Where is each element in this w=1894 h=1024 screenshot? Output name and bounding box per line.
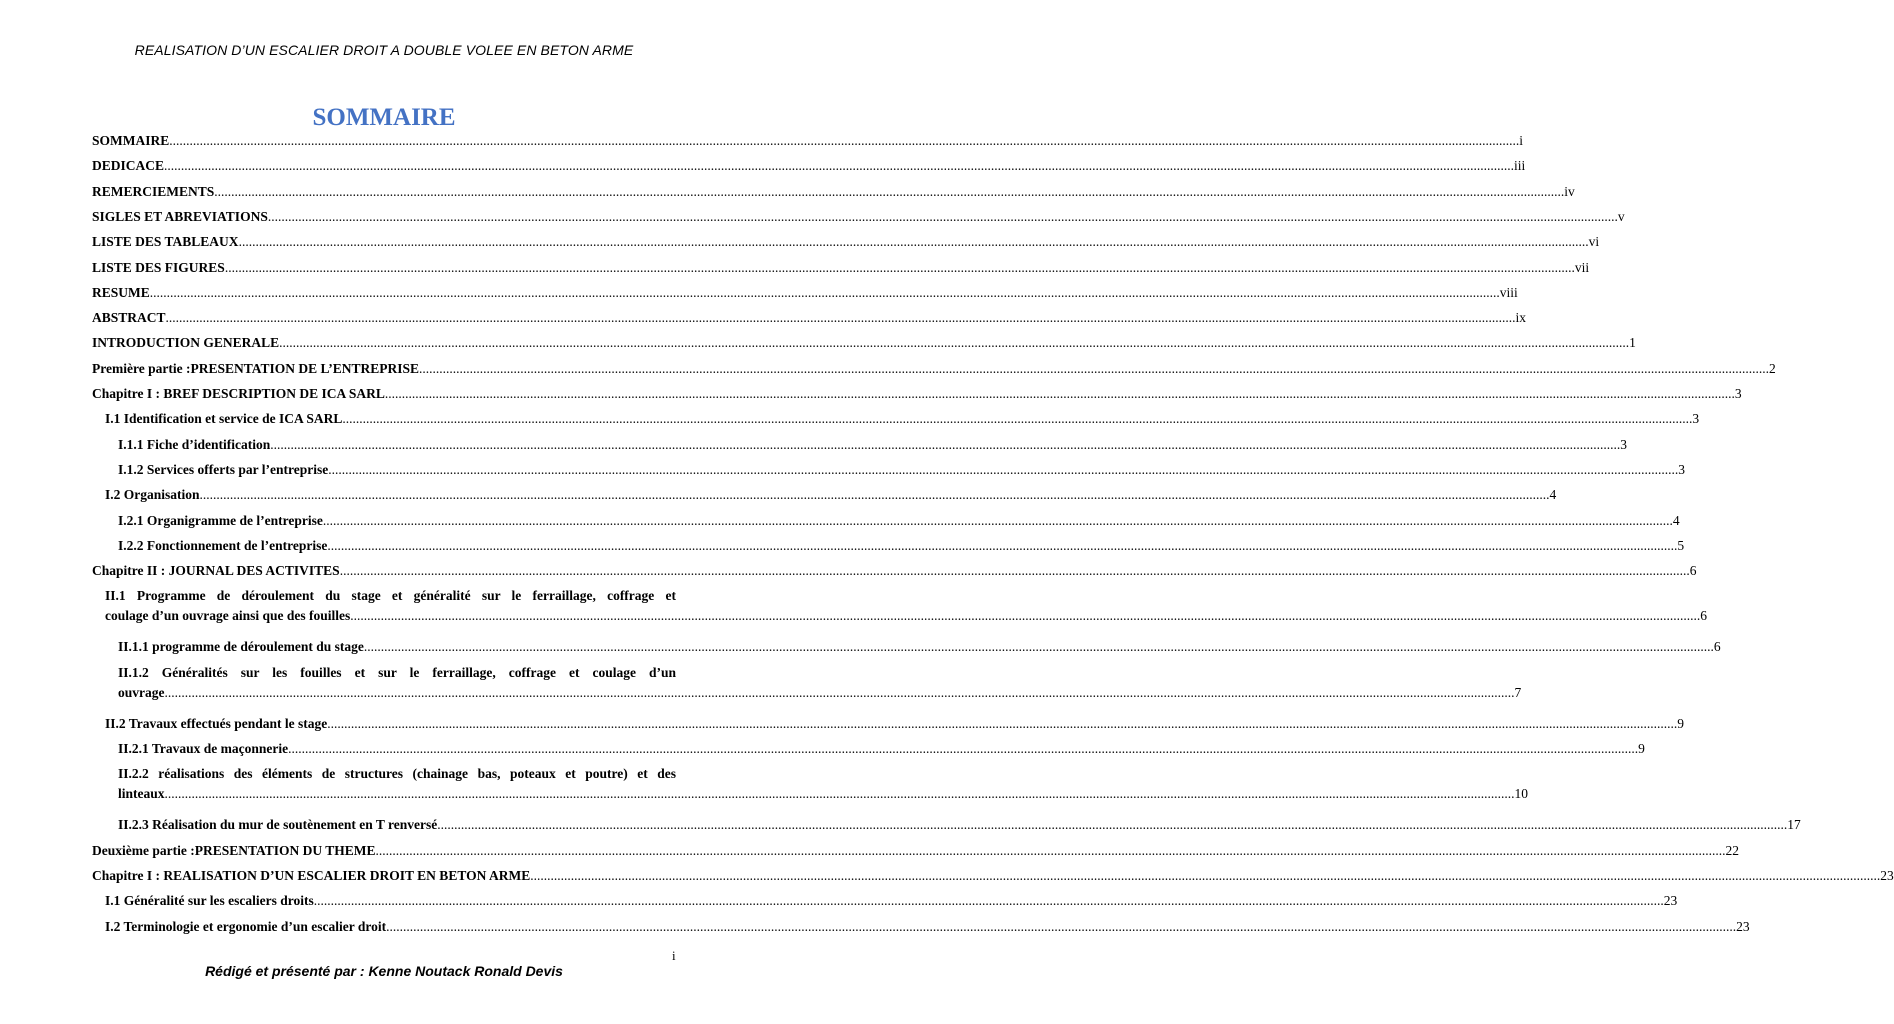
toc-entry-title: II.1.1 programme de déroulement du stage xyxy=(118,639,364,655)
dot-leader: ................................................................................................................................................................................................................................................................................................................................................................................................................ xyxy=(199,487,1550,503)
toc-entry-title: II.2.1 Travaux de maçonnerie xyxy=(118,741,289,756)
dot-leader: ................................................................................................................................................................................................................................................................................................................................................................................................................ xyxy=(437,817,1788,833)
toc-entry-page: 6 xyxy=(1700,608,1708,624)
dot-leader: ................................................................................................................................................................................................................................................................................................................................................................................................................ xyxy=(322,512,1673,528)
toc-entry[interactable] xyxy=(92,182,1575,202)
toc-entry[interactable] xyxy=(105,586,1708,626)
toc-entry[interactable] xyxy=(118,637,1721,657)
toc-entry[interactable] xyxy=(118,460,1685,480)
toc-entry-page: 22 xyxy=(1725,842,1739,858)
toc-entry-title: Première partie :PRESENTATION DE L’ENTREPRISE xyxy=(92,360,420,376)
toc-entry[interactable] xyxy=(92,866,1894,886)
toc-entry-page: 6 xyxy=(1689,563,1697,579)
toc-entry-page: 3 xyxy=(1678,461,1685,477)
dot-leader: ................................................................................................................................................................................................................................................................................................................................................................................................................ xyxy=(238,234,1589,250)
toc-entry-page: 3 xyxy=(1734,386,1742,401)
toc-entry-page: 23 xyxy=(1736,918,1750,934)
toc-entry-title: II.2.3 Réalisation du mur de soutènement en T renversé xyxy=(118,817,438,833)
toc-entry-page: iv xyxy=(1564,183,1575,199)
toc-entry-title: ABSTRACT xyxy=(92,310,166,326)
toc-entry[interactable] xyxy=(92,384,1742,404)
toc-entry-page: 5 xyxy=(1677,537,1685,553)
toc-entry[interactable] xyxy=(92,207,1625,227)
toc-entry-title-line1: II.1.2 Généralités sur les fouilles et sur le ferraillage, coffrage et coulage d’un xyxy=(118,664,676,680)
toc-entry-title-line2: linteaux xyxy=(118,786,165,802)
dot-leader: ................................................................................................................................................................................................................................................................................................................................................................................................................ xyxy=(279,335,1630,351)
toc-entry-title: SOMMAIRE xyxy=(92,133,170,148)
dot-leader: ................................................................................................................................................................................................................................................................................................................................................................................................................ xyxy=(149,284,1500,300)
page-number: i xyxy=(672,948,676,963)
dot-leader: ................................................................................................................................................................................................................................................................................................................................................................................................................ xyxy=(288,741,1639,756)
dot-leader: ................................................................................................................................................................................................................................................................................................................................................................................................................ xyxy=(169,133,1520,148)
toc-entry-page: 3 xyxy=(1692,411,1700,427)
toc-entry-title: I.2.1 Organigramme de l’entreprise xyxy=(118,512,323,528)
toc-entry-page: 2 xyxy=(1769,360,1776,376)
toc-entry-page: iii xyxy=(1514,158,1526,174)
toc-entry-title: I.2 Terminologie et ergonomie d’un escalier droit xyxy=(105,918,387,934)
toc-entry[interactable] xyxy=(118,739,1645,759)
dot-leader: ................................................................................................................................................................................................................................................................................................................................................................................................................ xyxy=(419,360,1770,376)
dot-leader: ................................................................................................................................................................................................................................................................................................................................................................................................................ xyxy=(164,786,1515,802)
toc-entry-title-line2: coulage d’un ouvrage ainsi que des fouilles xyxy=(105,608,351,624)
toc-entry[interactable] xyxy=(92,359,1776,379)
dot-leader: ................................................................................................................................................................................................................................................................................................................................................................................................................ xyxy=(214,183,1565,199)
toc-entry-page: 1 xyxy=(1629,335,1636,351)
dot-leader: ................................................................................................................................................................................................................................................................................................................................................................................................................ xyxy=(384,386,1735,401)
toc-entry-page: 9 xyxy=(1677,715,1684,731)
toc-entry[interactable] xyxy=(118,511,1680,531)
toc-entry-page: 6 xyxy=(1713,639,1721,655)
dot-leader: ................................................................................................................................................................................................................................................................................................................................................................................................................ xyxy=(342,411,1693,427)
toc-entry-title: Deuxième partie :PRESENTATION DU THEME xyxy=(92,842,376,858)
dot-leader: ................................................................................................................................................................................................................................................................................................................................................................................................................ xyxy=(530,867,1881,883)
toc-entry-page: v xyxy=(1617,208,1625,224)
toc-entry[interactable] xyxy=(92,283,1518,303)
dot-leader: ................................................................................................................................................................................................................................................................................................................................................................................................................ xyxy=(165,310,1516,326)
toc-entry-page: viii xyxy=(1499,284,1518,300)
toc-entry-title: I.1.1 Fiche d’identification xyxy=(118,436,271,452)
toc-entry-title: I.2 Organisation xyxy=(105,487,200,503)
toc-entry-title: SIGLES ET ABREVIATIONS xyxy=(92,208,268,224)
toc-entry-title: LISTE DES TABLEAUX xyxy=(92,234,239,250)
toc-entry[interactable] xyxy=(92,258,1590,278)
page-title: SOMMAIRE xyxy=(312,104,456,131)
running-header: REALISATION D’UN ESCALIER DROIT A DOUBLE VOLEE EN BETON ARME xyxy=(134,42,634,58)
toc-entry[interactable] xyxy=(92,333,1636,353)
toc-entry-title: DEDICACE xyxy=(92,158,165,174)
toc-entry-title: INTRODUCTION GENERALE xyxy=(92,335,280,351)
toc-entry-page: 23 xyxy=(1880,867,1894,883)
toc-entry-title: Chapitre I : REALISATION D’UN ESCALIER DROIT EN BETON ARME xyxy=(92,867,531,883)
toc-entry-title: Chapitre I : BREF DESCRIPTION DE ICA SARL xyxy=(92,386,385,401)
toc-entry[interactable] xyxy=(118,663,1522,703)
dot-leader: ................................................................................................................................................................................................................................................................................................................................................................................................................ xyxy=(224,259,1575,275)
toc-entry-title: I.2.2 Fonctionnement de l’entreprise xyxy=(118,537,328,553)
toc-entry[interactable] xyxy=(105,917,1750,937)
dot-leader: ................................................................................................................................................................................................................................................................................................................................................................................................................ xyxy=(363,639,1714,655)
toc-entry-title: I.1 Identification et service de ICA SARL xyxy=(105,411,343,427)
dot-leader: ................................................................................................................................................................................................................................................................................................................................................................................................................ xyxy=(313,893,1664,909)
dot-leader: ................................................................................................................................................................................................................................................................................................................................................................................................................ xyxy=(350,608,1701,624)
toc-entry[interactable] xyxy=(92,561,1697,581)
dot-leader: ................................................................................................................................................................................................................................................................................................................................................................................................................ xyxy=(327,715,1678,731)
toc-entry[interactable] xyxy=(118,536,1685,556)
toc-entry[interactable] xyxy=(92,308,1527,328)
toc-entry-page: vi xyxy=(1588,234,1600,250)
toc-entry-page: 23 xyxy=(1663,893,1678,909)
dot-leader: ................................................................................................................................................................................................................................................................................................................................................................................................................ xyxy=(164,158,1515,174)
toc-entry[interactable] xyxy=(92,232,1600,252)
toc-entry[interactable] xyxy=(118,815,1801,835)
dot-leader: ................................................................................................................................................................................................................................................................................................................................................................................................................ xyxy=(267,208,1618,224)
toc-entry-page: 3 xyxy=(1620,436,1627,452)
toc-entry-page: 9 xyxy=(1638,741,1645,756)
toc-entry[interactable] xyxy=(118,764,1529,804)
toc-entry-page: 4 xyxy=(1672,512,1680,528)
dot-leader: ................................................................................................................................................................................................................................................................................................................................................................................................................ xyxy=(328,461,1679,477)
toc-entry-title: RESUME xyxy=(92,284,150,300)
toc-entry-title-line1: II.2.2 réalisations des éléments de structures (chainage bas, poteaux et poutre) et des xyxy=(118,766,676,782)
dot-leader: ................................................................................................................................................................................................................................................................................................................................................................................................................ xyxy=(327,537,1678,553)
toc-entry[interactable] xyxy=(105,891,1678,911)
toc-entry[interactable] xyxy=(92,841,1739,861)
toc-entry-title: Chapitre II : JOURNAL DES ACTIVITES xyxy=(92,563,340,579)
toc-entry-page: 10 xyxy=(1514,786,1529,802)
running-footer: Rédigé et présenté par : Kenne Noutack Ronald Devis xyxy=(205,963,563,979)
toc-entry-title: I.1.2 Services offerts par l’entreprise xyxy=(118,461,329,477)
toc-entry-page: 17 xyxy=(1787,817,1801,833)
toc-entry-title: II.2 Travaux effectués pendant le stage xyxy=(105,715,328,731)
toc-entry[interactable] xyxy=(92,156,1526,176)
toc-entry-title: I.1 Généralité sur les escaliers droits xyxy=(105,893,314,909)
toc-entry-title: REMERCIEMENTS xyxy=(92,183,215,199)
dot-leader: ................................................................................................................................................................................................................................................................................................................................................................................................................ xyxy=(386,918,1737,934)
toc-entry-title-line1: II.1 Programme de déroulement du stage et généralité sur le ferraillage, coffrage et xyxy=(105,588,676,604)
toc-entry-page: i xyxy=(1519,133,1524,148)
dot-leader: ................................................................................................................................................................................................................................................................................................................................................................................................................ xyxy=(164,684,1515,700)
toc-entry[interactable] xyxy=(105,409,1700,429)
toc-entry[interactable] xyxy=(105,485,1557,505)
toc-entry-page: 7 xyxy=(1514,684,1522,700)
toc-entry-page: ix xyxy=(1515,310,1527,326)
toc-entry-title: LISTE DES FIGURES xyxy=(92,259,225,275)
toc-entry-title-line2: ouvrage xyxy=(118,684,165,700)
toc-entry-page: 4 xyxy=(1549,487,1557,503)
toc-entry[interactable] xyxy=(105,714,1684,734)
dot-leader: ................................................................................................................................................................................................................................................................................................................................................................................................................ xyxy=(339,563,1690,579)
dot-leader: ................................................................................................................................................................................................................................................................................................................................................................................................................ xyxy=(375,842,1726,858)
toc-entry-page: vii xyxy=(1574,259,1590,275)
toc-entry[interactable] xyxy=(118,435,1627,455)
dot-leader: ................................................................................................................................................................................................................................................................................................................................................................................................................ xyxy=(270,436,1621,452)
toc-entry[interactable] xyxy=(92,131,1524,151)
